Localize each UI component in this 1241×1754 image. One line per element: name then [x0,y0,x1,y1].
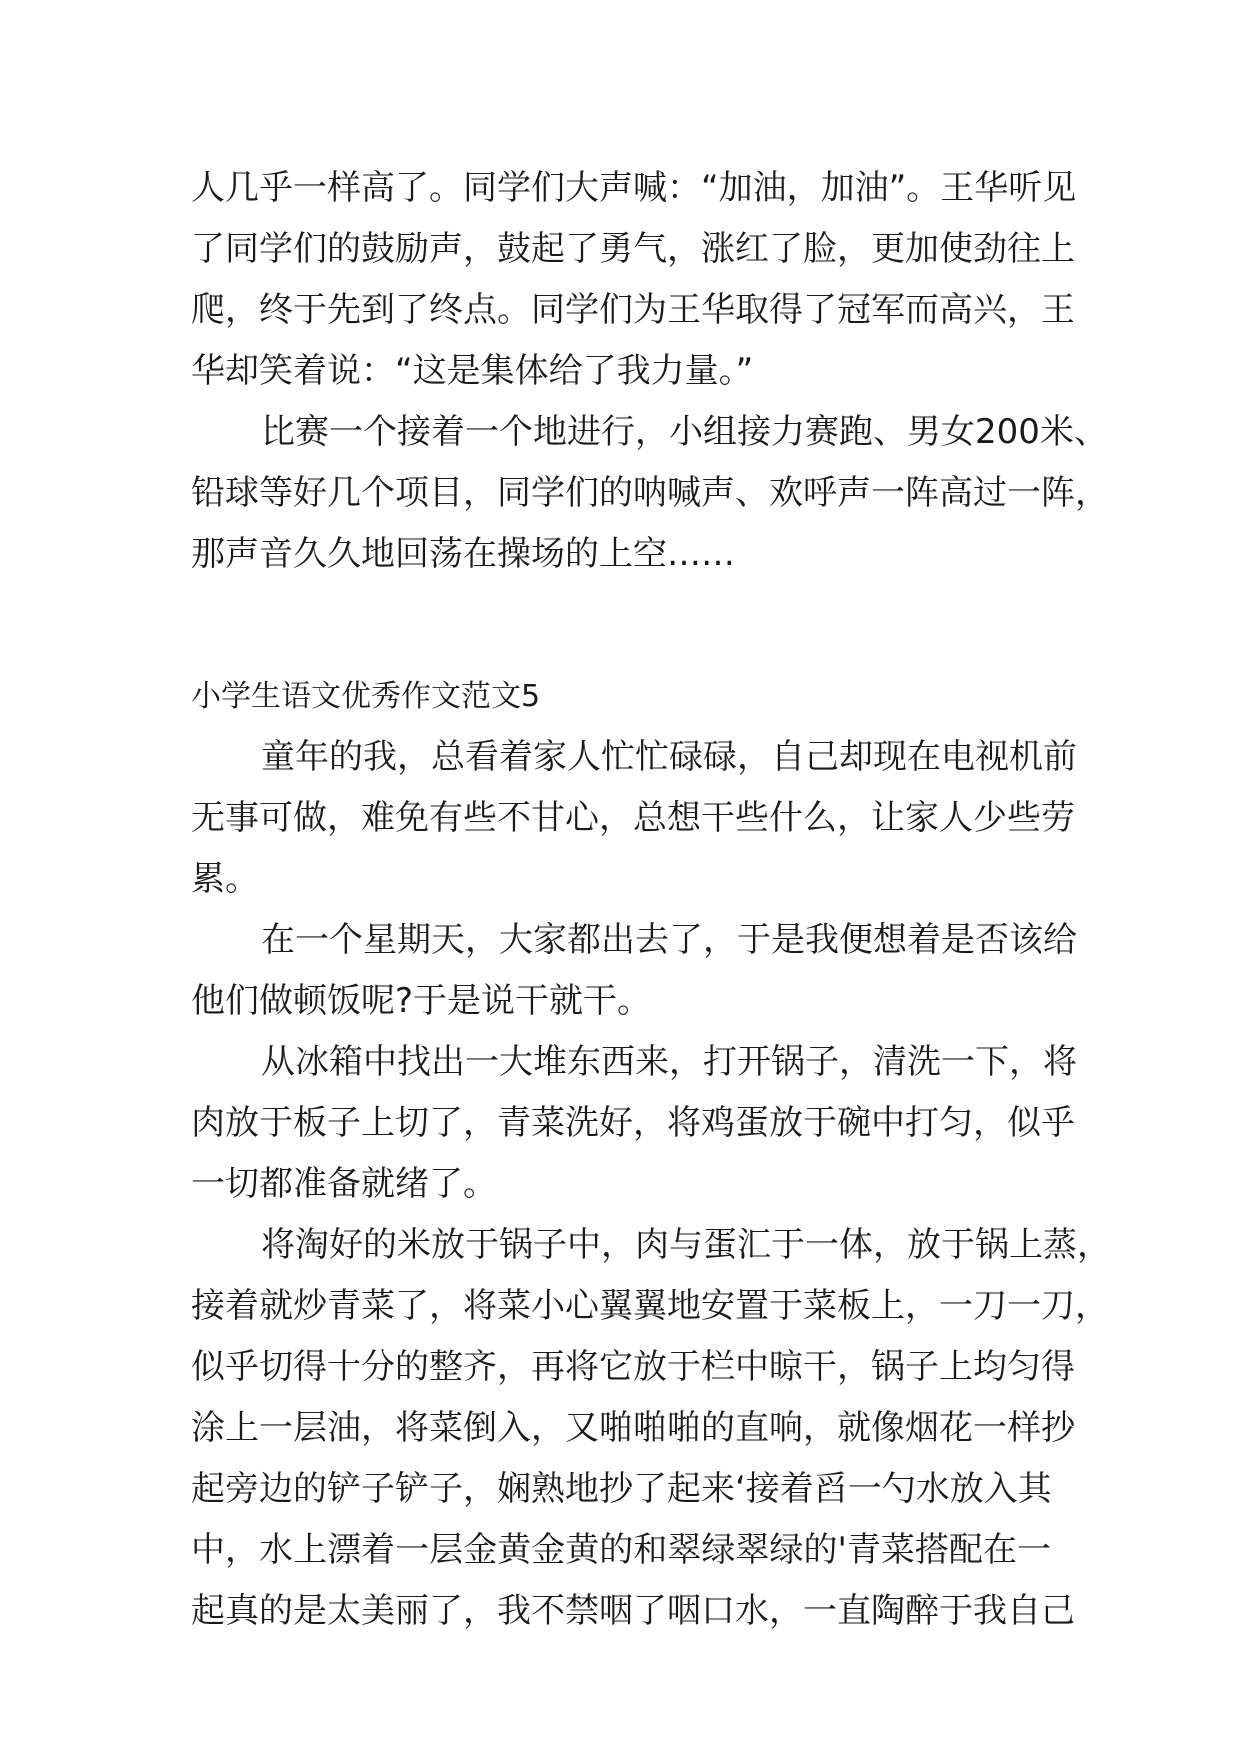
section-spacer [191,585,1051,666]
paragraph-line: 比赛一个接着一个地进行，小组接力赛跑、男女200米、 [261,412,1108,452]
paragraph-line: 起旁边的铲子铲子，娴熟地抄了起来‘接着舀一勺水放入其 [191,1469,1052,1509]
paragraph-line: 无事可做，难免有些不甘心，总想干些什么，让家人少些劳 [191,798,1075,838]
section-heading: 小学生语文优秀作文范文5 [191,679,541,714]
paragraph-line: 似乎切得十分的整齐，再将它放于栏中晾干，锅子上均匀得 [191,1347,1075,1387]
paragraph-line: 华却笑着说：“这是集体给了我力量。” [191,351,754,391]
paragraph-1 [191,158,1077,402]
paragraph-line: 肉放于板子上切了，青菜洗好，将鸡蛋放于碗中打匀，似乎 [191,1103,1075,1143]
paragraph-line: 在一个星期天，大家都出去了，于是我便想着是否该给 [261,920,1077,960]
paragraph-line: 从冰箱中找出一大堆东西来，打开锅子，清洗一下，将 [261,1042,1077,1082]
paragraph-line: 了同学们的鼓励声，鼓起了勇气，涨红了脸，更加使劲往上 [191,229,1075,269]
paragraph-line: 他们做顿饭呢?于是说干就干。 [191,981,652,1021]
paragraph-line: 将淘好的米放于锅子中，肉与蛋汇于一体，放于锅上蒸， [261,1225,1111,1265]
paragraph-line: 铅球等好几个项目，同学们的呐喊声、欢呼声一阵高过一阵， [191,473,1109,513]
paragraph-line: 人几乎一样高了。同学们大声喊：“加油，加油”。王华听见 [191,168,1077,208]
paragraph-line: 累。 [191,859,259,899]
paragraph-line: 起真的是太美丽了，我不禁咽了咽口水，一直陶醉于我自己 [191,1591,1075,1631]
document-page [191,158,1111,1642]
paragraph-line: 爬，终于先到了终点。同学们为王华取得了冠军而高兴，王 [191,290,1075,330]
paragraph-6 [191,1215,1111,1642]
paragraph-line: 接着就炒青菜了，将菜小心翼翼地安置于菜板上，一刀一刀， [191,1286,1109,1326]
paragraph-5 [191,1032,1077,1215]
paragraph-line: 童年的我，总看着家人忙忙碌碌，自己却现在电视机前 [261,737,1077,777]
paragraph-line: 那声音久久地回荡在操场的上空…… [191,534,735,574]
paragraph-4 [191,910,1077,1032]
paragraph-2 [191,402,1109,585]
paragraph-3 [191,727,1077,910]
paragraph-line: 涂上一层油，将菜倒入，又啪啪啪的直响，就像烟花一样抄 [191,1408,1075,1448]
paragraph-line: 中，水上漂着一层金黄金黄的和翠绿翠绿的'青菜搭配在一 [191,1530,1051,1570]
paragraph-line: 一切都准备就绪了。 [191,1164,497,1204]
